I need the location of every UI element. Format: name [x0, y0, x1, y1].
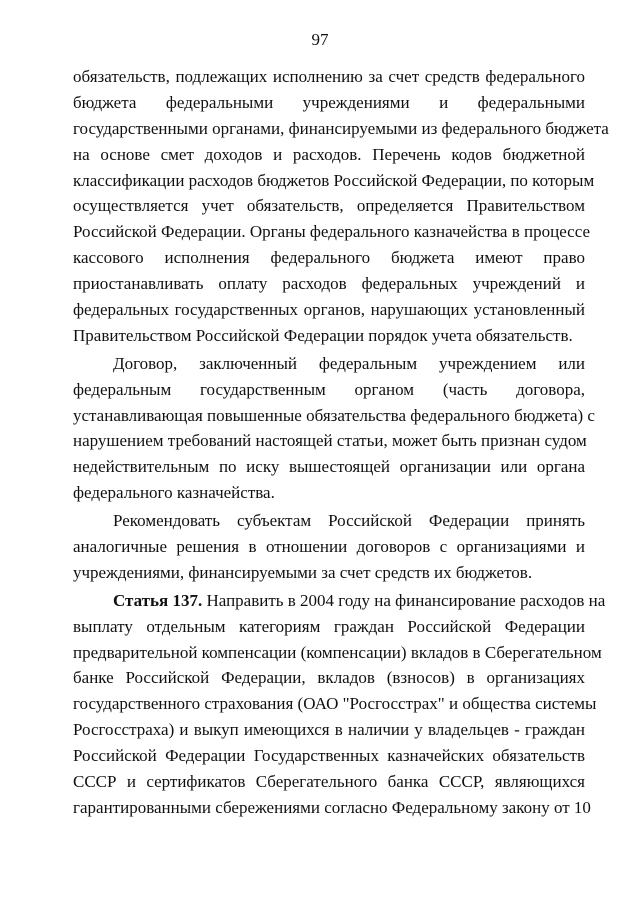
text-line: на основе смет доходов и расходов. Перечень кодов бюджетной [73, 144, 585, 164]
article-label: Статья 137. [113, 590, 203, 610]
text-line: государственного страхования (ОАО "Росгосстрах" и общества системы [73, 694, 597, 714]
paragraph [73, 508, 585, 586]
document-body [73, 64, 609, 821]
text-line: Российской Федерации. Органы федерального казначейства в процессе [73, 222, 591, 242]
paragraph [73, 351, 595, 506]
text-line: Договор, заключенный федеральным учреждением или [113, 353, 585, 373]
text-line: Правительством Российской Федерации порядок учета обязательств. [73, 325, 573, 345]
text-line: обязательств, подлежащих исполнению за счет средств федерального [73, 67, 585, 86]
text-line: аналогичные решения в отношении договоров с организациями и [73, 537, 585, 557]
text-line: нарушением требований настоящей статьи, может быть признан судом [73, 431, 587, 451]
text-line: Российской Федерации Государственных казначейских обязательств [73, 746, 585, 766]
text-line: федеральных государственных органов, нарушающих установленный [73, 300, 585, 320]
text-line [73, 588, 606, 614]
text-line: банке Российской Федерации, вкладов (взносов) в организациях [73, 668, 585, 688]
text-line: выплату отдельным категориям граждан Российской Федерации [73, 616, 585, 636]
text-line: государственными органами, финансируемыми из федерального бюджета [73, 118, 609, 138]
article-paragraph [73, 588, 606, 821]
text-line: устанавливающая повышенные обязательства федерального бюджета) с [73, 405, 595, 425]
text-line: федеральным государственным органом (часть договора, [73, 379, 585, 399]
text-line: приостанавливать оплату расходов федеральных учреждений и [73, 274, 585, 294]
text-line: предварительной компенсации (компенсации) вкладов в Сберегательном [73, 642, 602, 662]
text-line: осуществляется учет обязательств, определяется Правительством [73, 196, 585, 216]
text-line: Рекомендовать субъектам Российской Федерации принять [113, 511, 585, 531]
text-line: учреждениями, финансируемыми за счет средств их бюджетов. [73, 562, 533, 582]
text-line: бюджета федеральными учреждениями и федеральными [73, 92, 585, 112]
article-first-line: Направить в 2004 году на финансирование расходов на [202, 590, 606, 610]
text-line: СССР и сертификатов Сберегательного банка СССР, являющихся [73, 772, 585, 792]
text-line: кассового исполнения федерального бюджета имеют право [73, 248, 585, 268]
paragraph [73, 64, 609, 349]
text-line: классификации расходов бюджетов Российской Федерации, по которым [73, 170, 595, 190]
page-number: 97 [311, 30, 329, 49]
text-line: Росгосстраха) и выкуп имеющихся в наличии у владельцев - граждан [73, 720, 585, 740]
text-line: федерального казначейства. [73, 483, 275, 503]
text-line: недействительным по иску вышестоящей организации или органа [73, 457, 585, 477]
text-line: гарантированными сбережениями согласно Федеральному закону от 10 [73, 797, 591, 817]
